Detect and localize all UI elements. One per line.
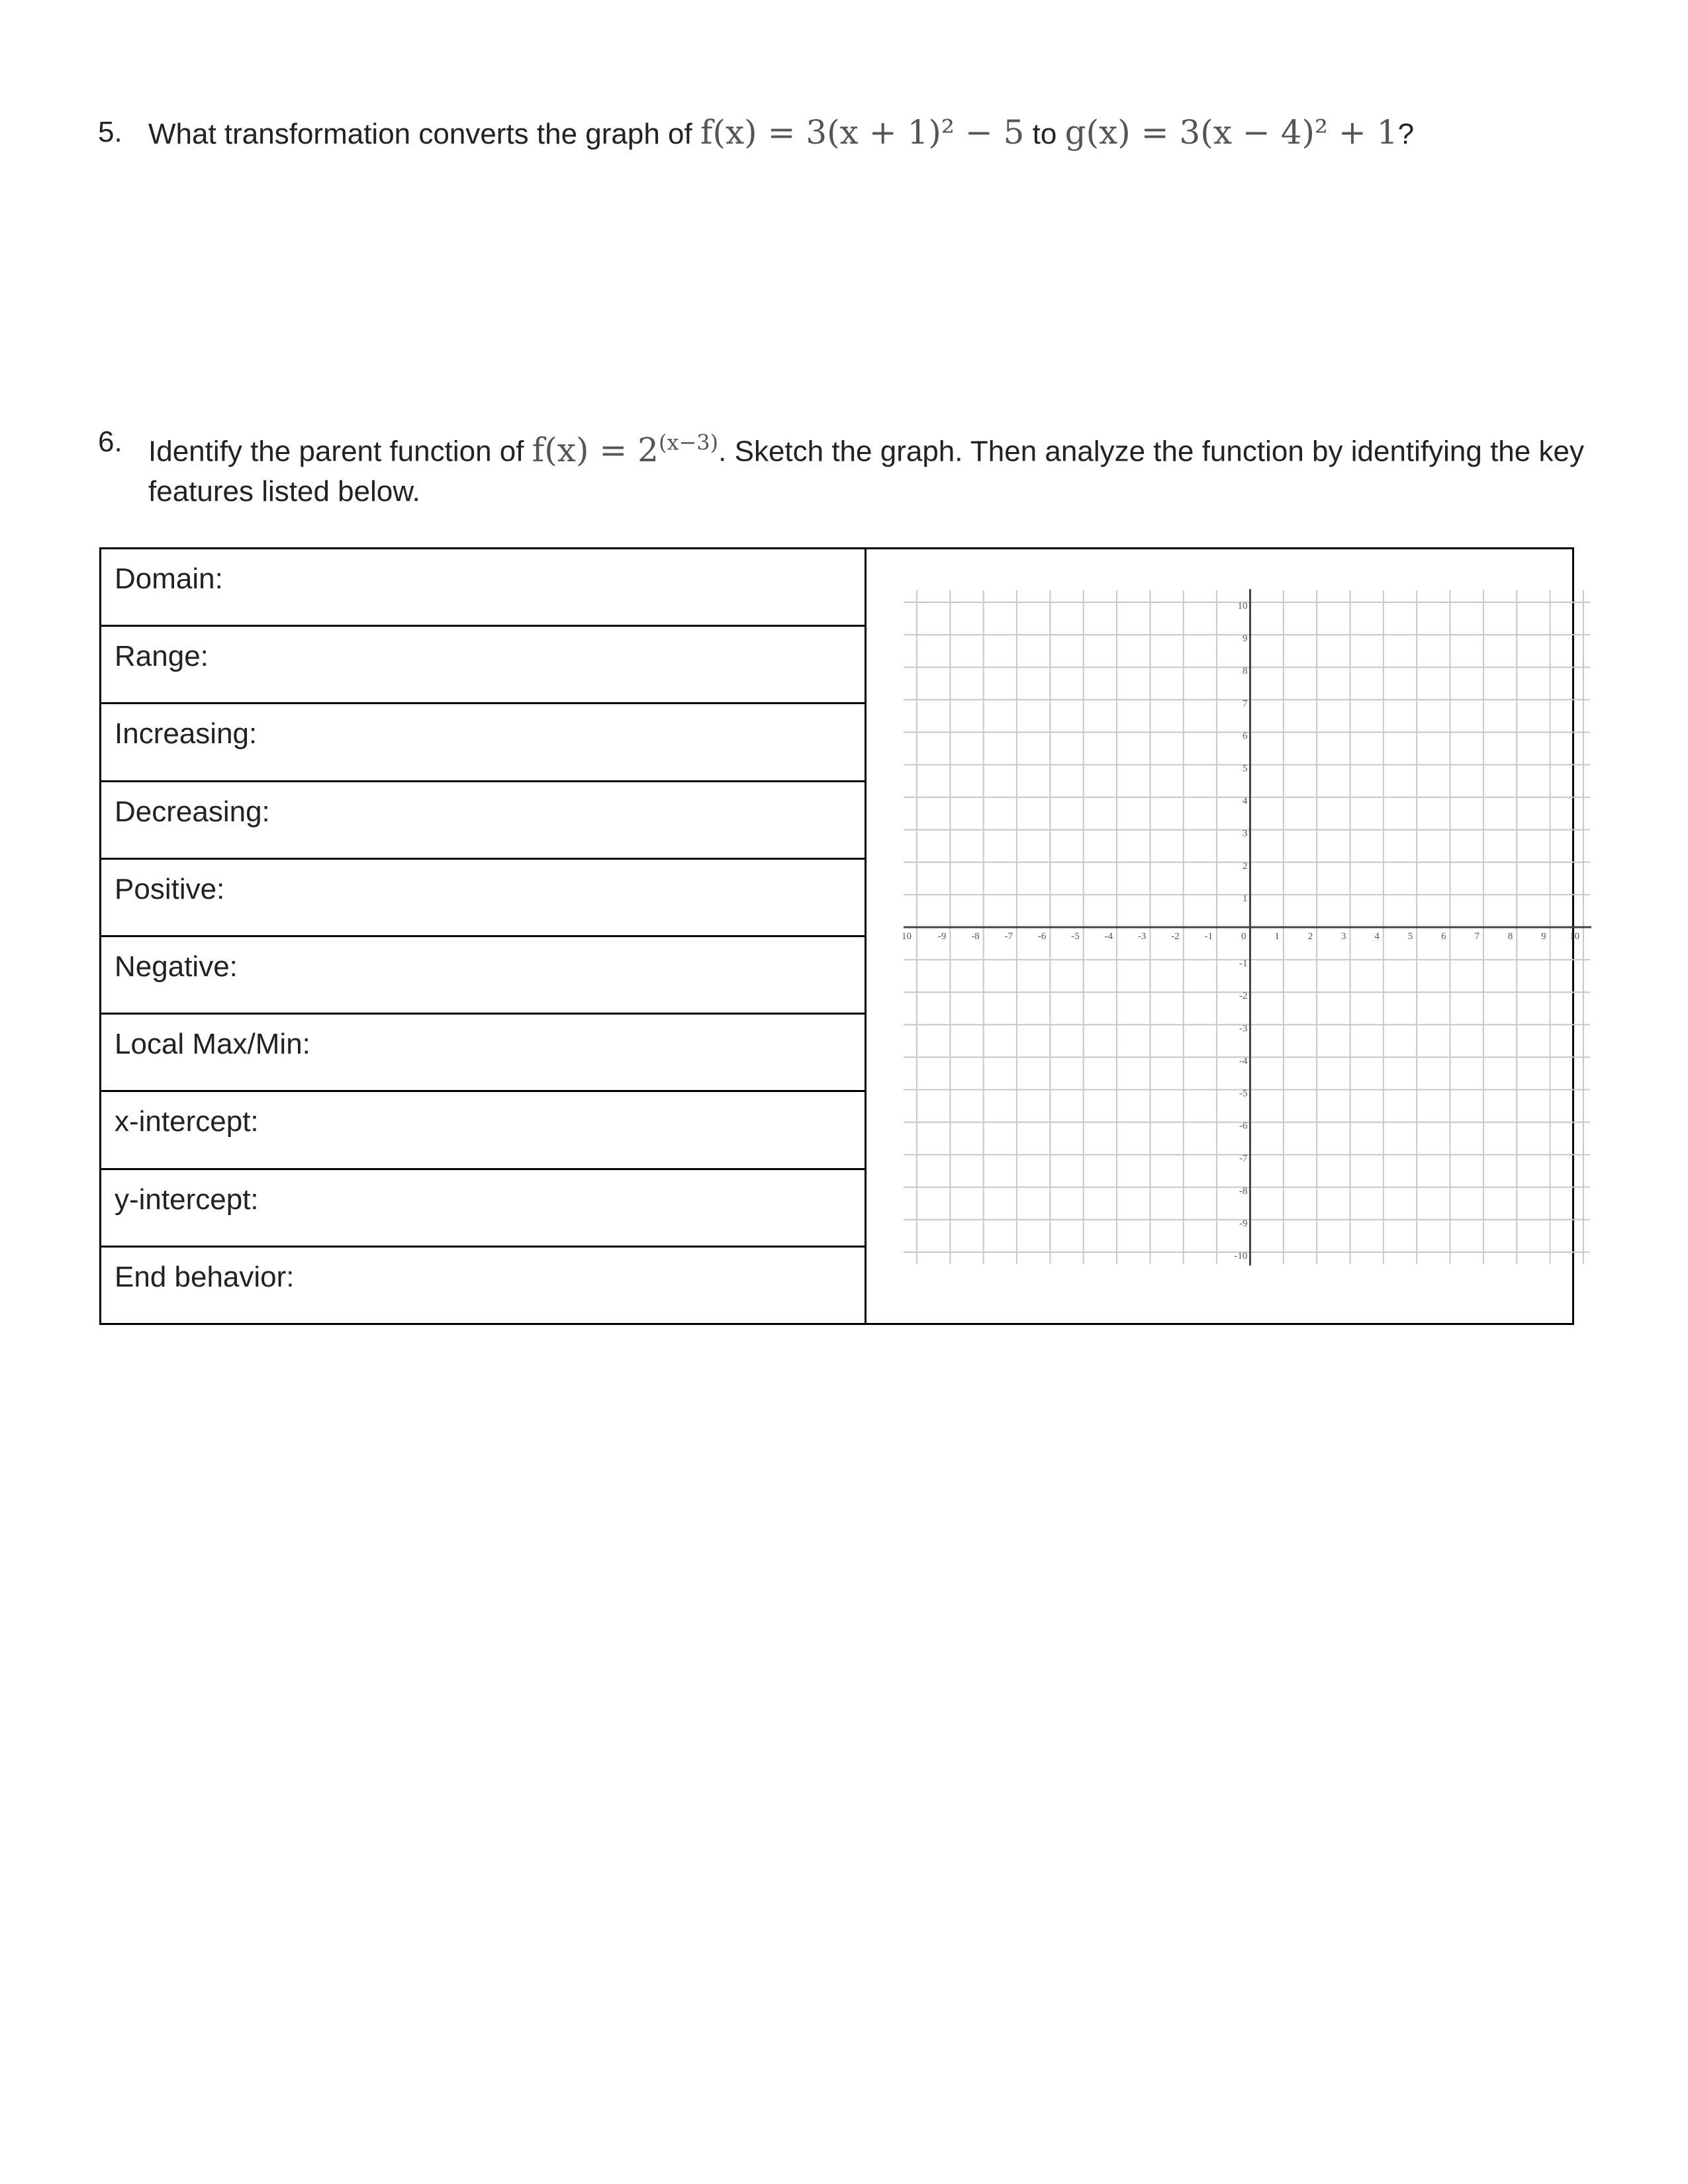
x-tick-label: -5	[1071, 931, 1080, 942]
f-expression	[532, 431, 718, 469]
x-tick-label: 7	[1474, 931, 1479, 942]
y-tick-label: 6	[1243, 731, 1248, 742]
y-tick-label: -7	[1239, 1153, 1248, 1164]
feature-label[interactable]: Domain:	[101, 549, 866, 626]
y-tick-label: -5	[1239, 1088, 1248, 1099]
x-tick-label: -3	[1137, 931, 1147, 942]
feature-label[interactable]: Positive:	[101, 858, 866, 936]
y-tick-label: 7	[1243, 698, 1248, 709]
y-tick-label: -10	[1234, 1251, 1248, 1261]
f-expression: f(x) = 3(x + 1)² − 5	[700, 113, 1025, 152]
question-mark: ?	[1397, 118, 1415, 150]
x-tick-label: -1	[1204, 931, 1213, 942]
x-tick-label: -4	[1104, 931, 1113, 942]
x-tick-label: 4	[1374, 931, 1380, 942]
question-number: 6.	[98, 426, 122, 458]
graph-cell[interactable]	[866, 549, 1579, 1324]
question-text-after: . Sketch the graph. Then analyze the function by identifying the key features listed below.	[148, 435, 1584, 508]
f-base: f(x) = 2	[532, 430, 659, 469]
feature-row	[101, 549, 1573, 626]
x-tick-label: -9	[937, 931, 947, 942]
y-tick-label: 3	[1243, 828, 1248, 839]
x-tick-label: -2	[1171, 931, 1180, 942]
y-tick-label: 9	[1243, 633, 1248, 645]
x-tick-label: 9	[1541, 931, 1546, 942]
feature-label[interactable]: Range:	[101, 626, 866, 704]
y-tick-label: -9	[1239, 1218, 1248, 1229]
y-tick-label: 4	[1243, 796, 1248, 807]
y-tick-label: 2	[1243, 860, 1248, 872]
y-tick-label: 10	[1237, 601, 1248, 612]
x-tick-label: 3	[1341, 931, 1346, 942]
question-text: Identify the parent function of	[148, 435, 524, 468]
x-tick-label: 10	[1570, 931, 1579, 942]
x-tick-label: -6	[1037, 931, 1047, 942]
g-expression: g(x) = 3(x − 4)² + 1	[1064, 113, 1398, 152]
x-tick-label: 10	[902, 931, 912, 942]
question-text-middle: to	[1032, 118, 1057, 150]
x-tick-label: -7	[1004, 931, 1013, 942]
x-tick-label: 2	[1307, 931, 1313, 942]
x-tick-label: 0	[1241, 931, 1246, 942]
feature-label[interactable]: Decreasing:	[101, 781, 866, 858]
feature-label[interactable]: Negative:	[101, 936, 866, 1013]
f-exponent: (x−3)	[658, 430, 719, 455]
key-features-table	[99, 547, 1579, 1325]
y-tick-label: -6	[1239, 1120, 1248, 1132]
x-tick-label: -8	[971, 931, 980, 942]
question-number: 5.	[98, 116, 122, 148]
feature-label[interactable]: y-intercept:	[101, 1169, 866, 1246]
feature-label[interactable]: Increasing:	[101, 704, 866, 781]
feature-label[interactable]: Local Max/Min:	[101, 1014, 866, 1091]
x-tick-label: 8	[1507, 931, 1513, 942]
y-tick-label: -4	[1239, 1056, 1248, 1067]
y-tick-label: 1	[1243, 893, 1248, 904]
y-tick-label: -3	[1239, 1023, 1248, 1034]
y-tick-label: 5	[1243, 763, 1248, 774]
feature-label[interactable]: x-intercept:	[101, 1091, 866, 1169]
feature-label[interactable]: End behavior:	[101, 1246, 866, 1324]
x-tick-label: 5	[1407, 931, 1413, 942]
x-tick-label: 1	[1274, 931, 1280, 942]
question-6	[98, 422, 1587, 512]
y-tick-label: -2	[1239, 991, 1248, 1002]
y-tick-label: -1	[1239, 958, 1248, 970]
x-tick-label: 6	[1441, 931, 1446, 942]
question-5	[98, 113, 1414, 154]
y-tick-label: 8	[1243, 666, 1248, 677]
coordinate-grid[interactable]	[867, 549, 1601, 1324]
y-tick-label: -8	[1239, 1185, 1248, 1197]
question-text: What transformation converts the graph of	[148, 118, 692, 150]
